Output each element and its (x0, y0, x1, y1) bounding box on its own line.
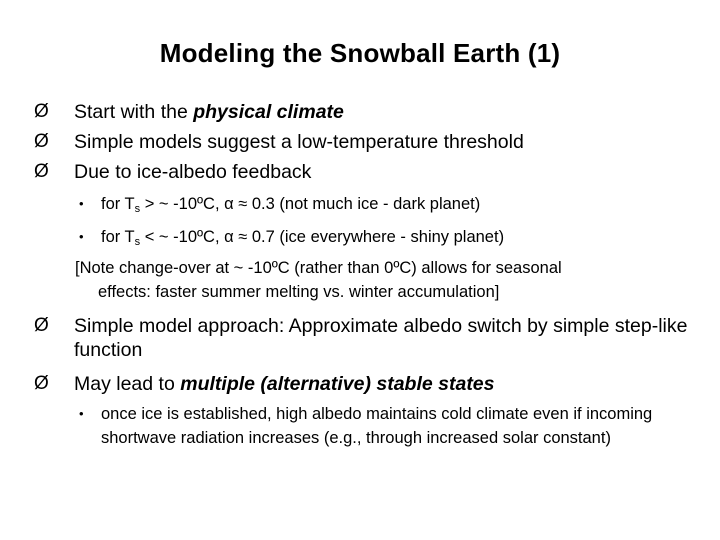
bullet-text: Due to ice-albedo feedback (74, 161, 312, 183)
sub-bullet-text: for T (101, 228, 135, 246)
sub-bullet-group (77, 402, 704, 450)
arrow-bullet-icon: Ø (34, 101, 49, 122)
bullet-ice-albedo (34, 160, 704, 184)
subscript: s (134, 236, 141, 248)
slide-title: Modeling the Snowball Earth (1) (159, 38, 561, 68)
arrow-bullet-icon: Ø (34, 315, 49, 336)
sub-bullet-warm (77, 192, 704, 221)
bullet-text: Simple models suggest a low-temperature threshold (74, 131, 524, 153)
bullet-model-approach (34, 314, 704, 362)
sub-bullet-text: < ~ -10ºC, α ≈ 0.7 (ice everywhere - shiny planet) (140, 228, 505, 246)
sub-bullet-text: > ~ -10ºC, α ≈ 0.3 (not much ice - dark planet) (140, 195, 481, 213)
bullet-physical-climate (34, 100, 704, 124)
dot-bullet-icon: • (79, 196, 84, 211)
arrow-bullet-icon: Ø (34, 373, 49, 394)
arrow-bullet-icon: Ø (34, 161, 49, 182)
bullet-list (34, 100, 704, 450)
note-line: effects: faster summer melting vs. winter accumulation] (98, 283, 500, 301)
bullet-emphasis: multiple (alternative) stable states (180, 373, 495, 395)
bullet-threshold (34, 130, 704, 154)
bullet-emphasis: physical climate (193, 101, 344, 123)
dot-bullet-icon: • (79, 229, 84, 244)
bullet-text: Start with the (74, 101, 194, 123)
dot-bullet-icon: • (79, 406, 84, 421)
arrow-bullet-icon: Ø (34, 131, 49, 152)
subscript: s (134, 203, 141, 215)
sub-bullet-ice-established (77, 402, 704, 450)
bullet-text: Simple model approach: Approximate albedo switch by simple step-like function (74, 315, 688, 361)
sub-bullet-text: for T (101, 195, 135, 213)
sub-bullet-group (77, 192, 704, 304)
sub-bullet-cold (77, 225, 704, 254)
bullet-text: May lead to (74, 373, 181, 395)
bullet-stable-states (34, 372, 704, 396)
note-line: [Note change-over at ~ -10ºC (rather than 0ºC) allows for seasonal (75, 259, 562, 277)
sub-bullet-text: once ice is established, high albedo maintains cold climate even if incoming shortwave radiation increases (e.g., through increased solar constant) (101, 405, 653, 447)
note-block (75, 256, 704, 304)
